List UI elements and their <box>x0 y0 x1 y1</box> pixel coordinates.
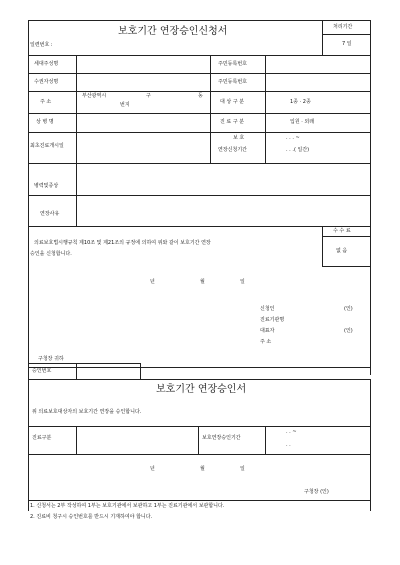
protection-period-start: . . . ~ <box>286 135 300 141</box>
date-day: 일 <box>240 279 245 285</box>
reason-label: 연장사유 <box>40 211 60 217</box>
address-sign-label: 주 소 <box>260 339 272 345</box>
approved-period-start: . . ~ <box>286 429 297 435</box>
protection-label-2: 연장신청기간 <box>218 147 247 153</box>
approval-treatment-class-label: 진료구분 <box>32 435 52 441</box>
medical-history-label: 병력및증상 <box>34 183 59 189</box>
fee-label: 수 수 료 <box>333 228 351 234</box>
applicant-label: 신청인 <box>260 306 275 312</box>
date-month: 월 <box>200 279 205 285</box>
approval-issuer: 구청장 (인) <box>304 489 329 495</box>
first-treatment-date-label: 최초진료개시일 <box>30 143 64 149</box>
disease-label: 상 병 명 <box>36 119 54 125</box>
fee-value: 없 음 <box>336 248 348 254</box>
date-year: 년 <box>150 279 155 285</box>
processing-period-label: 처리기간 <box>333 24 353 30</box>
approval-date-month: 월 <box>200 466 205 472</box>
address-bunji: 번지 <box>120 102 130 108</box>
target-class-label: 대 상 구 분 <box>220 99 245 105</box>
serial-label: 일련번호 : <box>30 42 53 48</box>
approval-date-day: 일 <box>240 466 245 472</box>
application-statement-2: 승인을 신청합니다. <box>30 251 72 257</box>
approved-period-end: . . <box>286 442 291 448</box>
approval-date-year: 년 <box>150 466 155 472</box>
beneficiary-name-label: 수권자성명 <box>34 79 59 85</box>
address-gu: 구 <box>146 93 151 99</box>
treatment-class-value: 입원 · 외래 <box>290 119 315 125</box>
approved-period-label: 보호연장승인기간 <box>202 435 241 441</box>
processing-period-value: 7 일 <box>342 41 352 47</box>
householder-name-label: 세대주성명 <box>34 61 59 67</box>
note-2: 2. 진료비 청구시 승인번호를 반드시 기재하여야 합니다. <box>30 514 153 520</box>
beneficiary-id-label: 주민등록번호 <box>218 79 247 85</box>
seal-1: (인) <box>344 306 353 312</box>
address-dong: 동 <box>198 93 203 99</box>
approval-no-label: 승인번호 <box>32 368 52 374</box>
protection-label-1: 보 호 <box>233 135 245 141</box>
address-city: 부산광역시 <box>82 93 107 99</box>
protection-period-end: . . .( 일간) <box>286 147 310 153</box>
border-line <box>28 20 371 21</box>
application-statement: 의료보호법시행규칙 제10조 및 제21조의 규정에 의하여 위와 같이 보호기간 연장 <box>34 240 211 246</box>
representative-label: 대표자 <box>260 328 275 334</box>
householder-id-label: 주민등록번호 <box>218 61 247 67</box>
form-title: 보호기간 연장승인신청서 <box>118 26 228 37</box>
institution-label: 진료기관명 <box>260 317 285 323</box>
approval-statement: 위 의료보호대상자의 보호기간 연장을 승인합니다. <box>32 409 142 415</box>
address-label: 주 소 <box>40 99 52 105</box>
seal-2: (인) <box>344 328 353 334</box>
treatment-class-label: 진 료 구 분 <box>220 119 245 125</box>
recipient: 구청장 귀하 <box>38 356 64 362</box>
approval-title: 보호기간 연장승인서 <box>156 384 247 395</box>
note-1: 1. 신청서는 2부 작성하여 1부는 보호기관에서 보관하고 1부는 진료기관에서 보관합니다. <box>30 503 225 509</box>
target-class-value: 1종 · 2종 <box>290 99 311 105</box>
